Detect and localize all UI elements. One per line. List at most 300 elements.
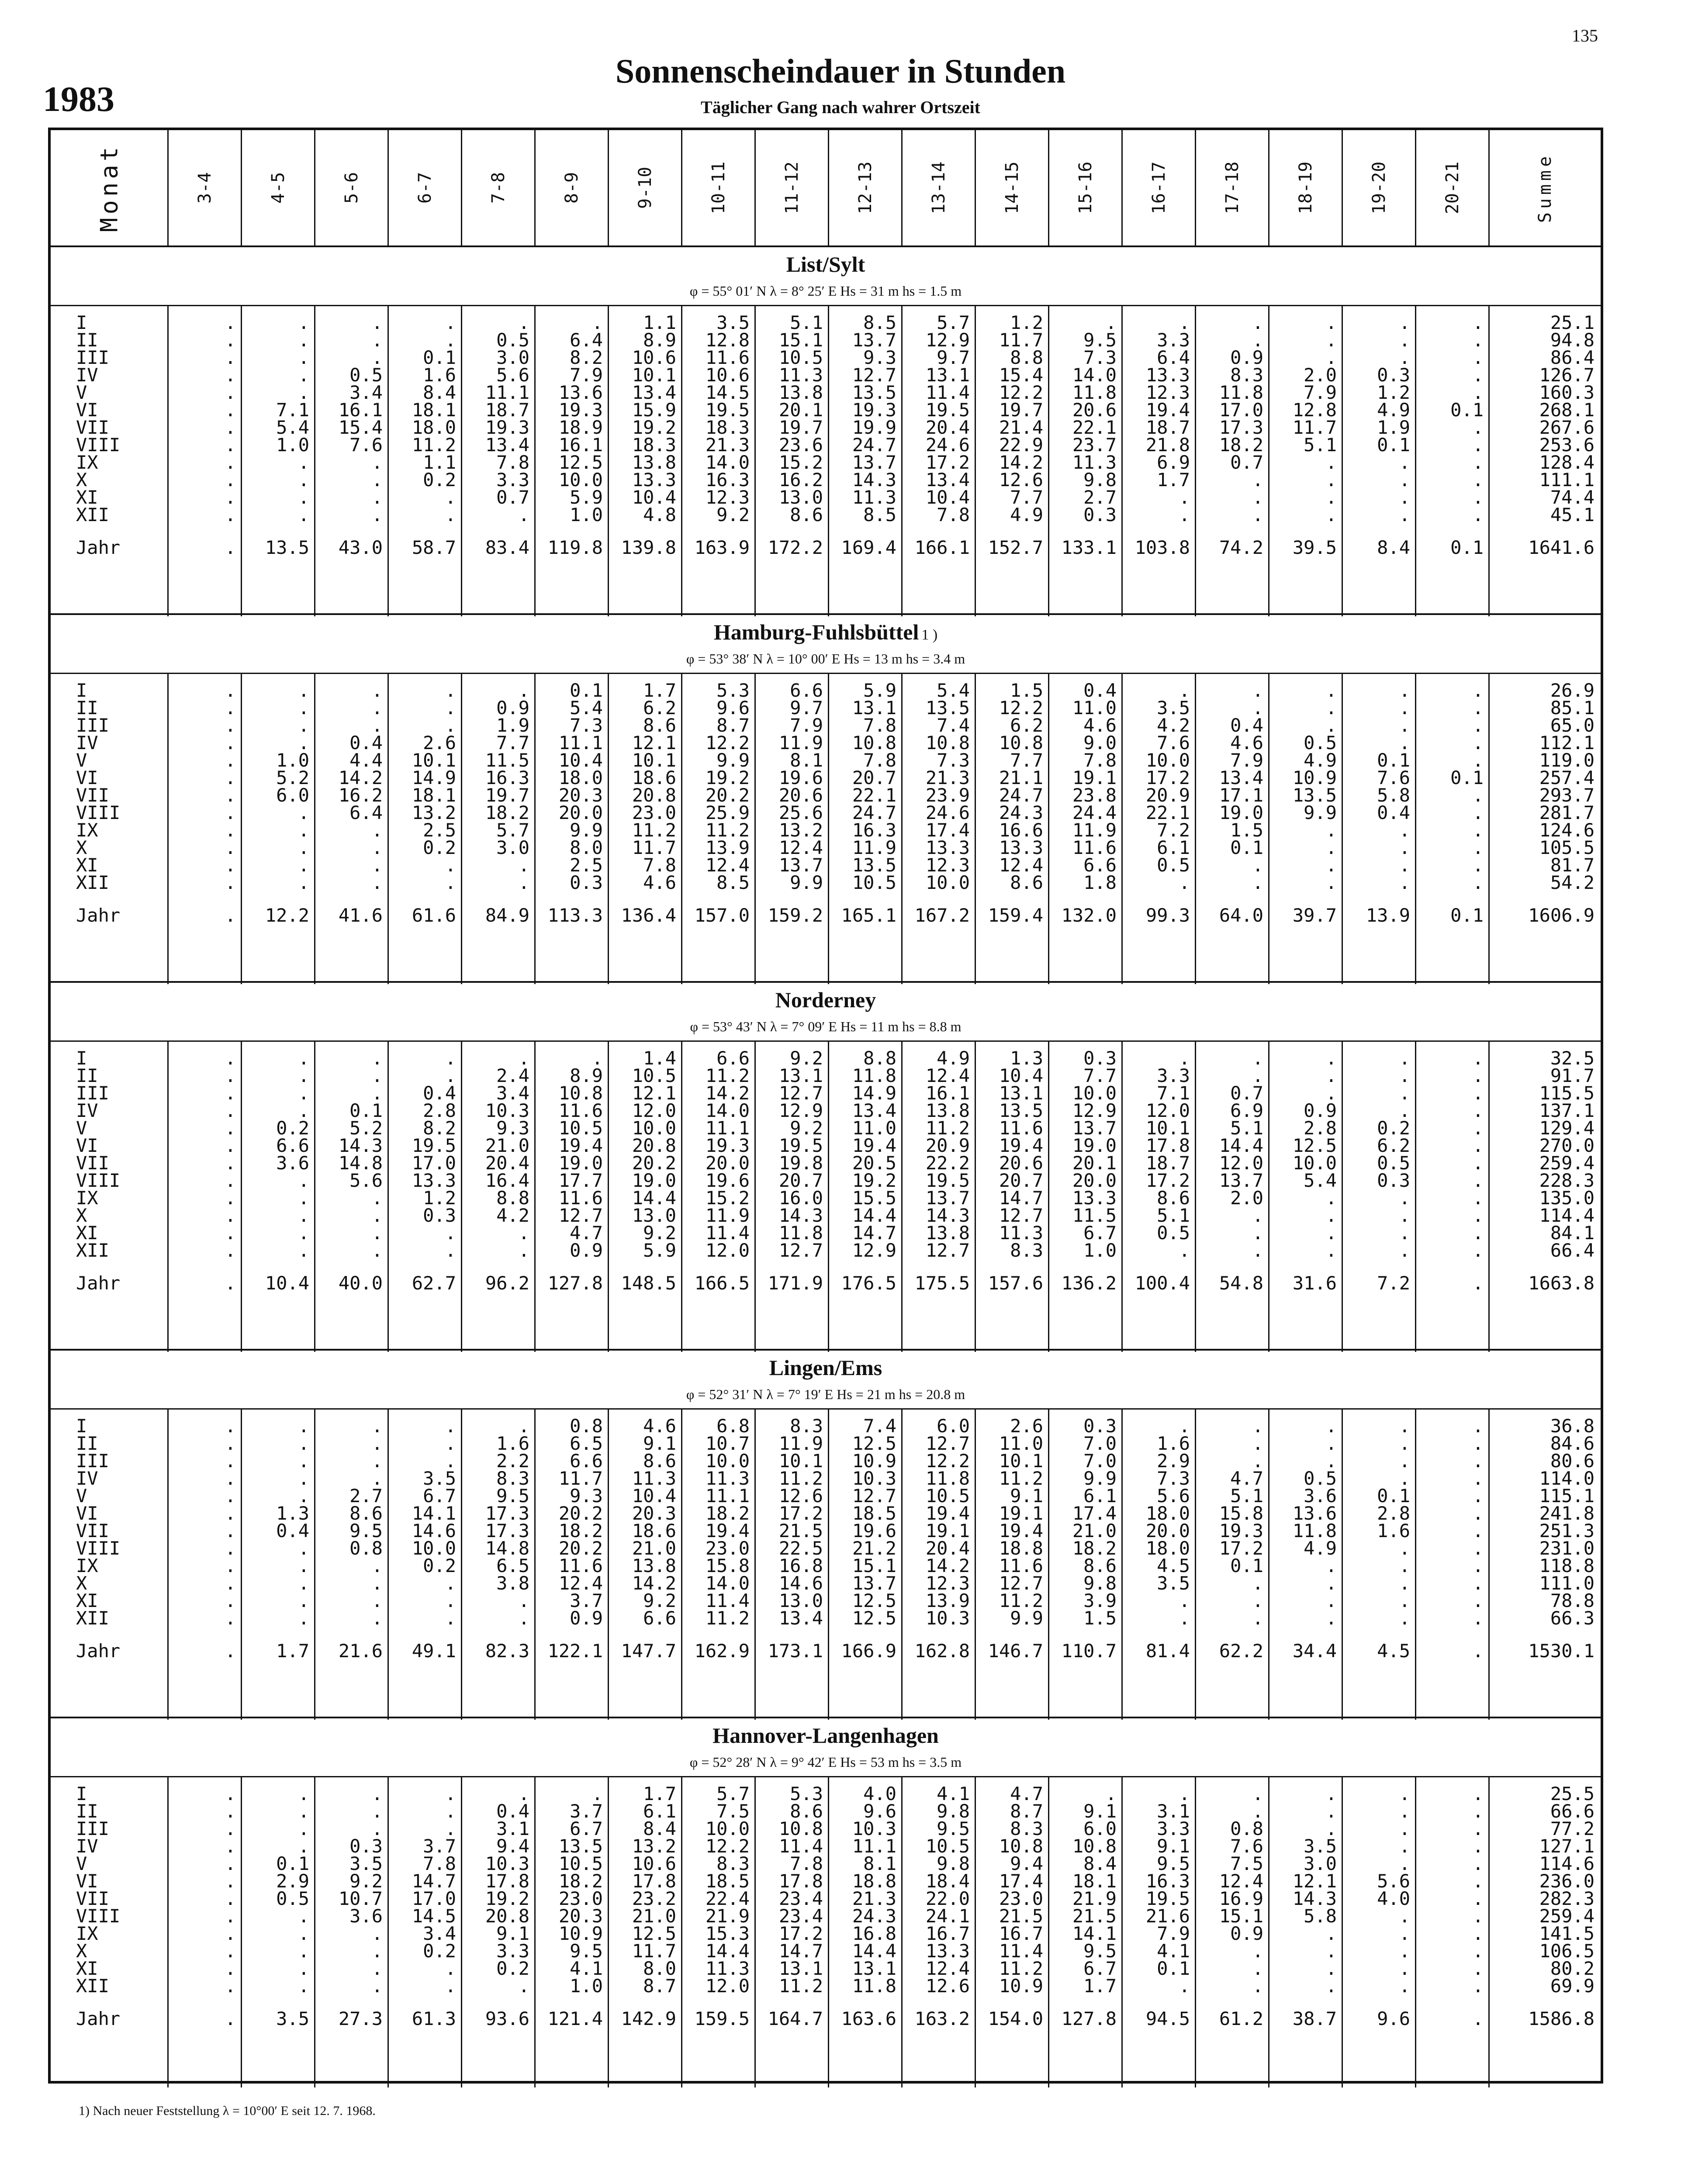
hour-value: 18.6 [632,767,676,788]
year-hour-total: . [1472,1640,1484,1662]
hour-value: 13.7 [778,854,823,876]
hour-value: . [225,1888,236,1909]
hour-value: 9.5 [1083,1940,1117,1962]
hour-value: 3.3 [496,1940,529,1962]
hour-value: 12.5 [852,1590,896,1611]
hour-value: 6.6 [643,1607,676,1629]
hour-value: . [1325,1205,1337,1226]
hour-value: . [1252,1240,1263,1261]
hour-value: 1.6 [423,364,456,386]
hour-value: 9.5 [937,1818,970,1839]
hour-value: . [225,1485,236,1507]
hour-value: 11.9 [778,732,823,753]
year-hour-total: 157.6 [988,1272,1043,1294]
hour-value: 3.3 [1157,329,1190,351]
hour-value: 10.3 [852,1818,896,1839]
hour-value: 10.0 [925,872,970,893]
hour-value: . [1472,1433,1484,1454]
hour-value: . [1472,417,1484,438]
hour-value: 11.2 [778,1975,823,1997]
hour-value: 22.9 [999,434,1043,456]
hour-value: 10.0 [705,1450,750,1472]
hour-value: 0.3 [1377,1170,1410,1191]
hour-value: 13.7 [852,1572,896,1594]
hour-value: 20.4 [925,417,970,438]
hour-value: 19.1 [999,1503,1043,1524]
hour-value: 13.4 [485,434,529,456]
hour-value: . [1252,1450,1263,1472]
hour-value: 8.6 [1157,1187,1190,1209]
hour-value: 12.5 [558,452,603,473]
hour-value: . [371,1222,383,1244]
month-label: I [76,312,87,333]
hour-value: 7.0 [1083,1450,1117,1472]
hour-value: 9.9 [1083,1468,1117,1489]
hour-value: 8.6 [643,1450,676,1472]
hour-value: . [225,837,236,858]
hour-value: . [1179,504,1190,525]
year-hour-total: 13.9 [1366,905,1410,926]
hour-value: 13.1 [852,1958,896,1979]
hour-value: 21.3 [925,767,970,788]
header-hour-14 [1196,130,1269,245]
hour-value: 0.7 [496,487,529,508]
hour-value: 1.9 [1377,417,1410,438]
hour-value: . [1472,715,1484,736]
hour-value: 13.5 [852,854,896,876]
hour-value: 8.0 [570,837,603,858]
hour-value: . [445,1450,456,1472]
hour-value: . [298,1607,309,1629]
hour-value: 18.7 [1145,417,1190,438]
hour-value: 19.3 [705,1135,750,1156]
year-hour-total: 173.1 [768,1640,823,1662]
hour-value: . [1252,504,1263,525]
station-name-text: Norderney [775,988,876,1012]
hour-value: 6.1 [1157,837,1190,858]
hour-value: 13.3 [999,837,1043,858]
hour-value: 8.5 [716,872,750,893]
hour-value: 15.5 [852,1187,896,1209]
month-label: VIII [76,802,121,823]
year-hour-total: 132.0 [1061,905,1117,926]
hour-value: . [1472,1485,1484,1507]
hour-value: . [225,1870,236,1892]
hour-value: 12.0 [1145,1100,1190,1121]
hour-value: 19.1 [925,1520,970,1541]
year-hour-total: 82.3 [485,1640,529,1662]
month-label: XII [76,504,109,525]
hour-value: . [371,1065,383,1086]
hour-value: . [298,1572,309,1594]
hour-value: 11.6 [558,1187,603,1209]
hour-value: 10.8 [1072,1835,1117,1857]
hour-value: 20.9 [925,1135,970,1156]
hour-value: . [1399,1082,1410,1104]
hour-value: . [1472,1240,1484,1261]
hour-value: 10.3 [852,1468,896,1489]
hour-value: . [225,715,236,736]
hour-value: 13.8 [632,1555,676,1576]
hour-value: 23.4 [778,1888,823,1909]
hour-value: . [225,364,236,386]
hour-value: 7.8 [937,504,970,525]
header-hour-15 [1269,130,1343,245]
hour-value: . [1325,1415,1337,1437]
hour-value: . [225,1783,236,1804]
hour-value: . [1472,1607,1484,1629]
hour-value: 5.3 [716,680,750,701]
hour-value: . [445,1607,456,1629]
hour-value: 12.8 [1292,399,1337,421]
hour-value: . [225,382,236,403]
hour-value: 11.8 [852,1975,896,1997]
hour-value: 9.1 [1010,1485,1043,1507]
hour-value: 17.4 [999,1870,1043,1892]
hour-value: . [1472,1415,1484,1437]
hour-value: 13.4 [778,1607,823,1629]
month-label: XI [76,487,98,508]
hour-value: 11.7 [558,1468,603,1489]
hour-value: 24.6 [925,802,970,823]
hour-value: 19.0 [1219,802,1263,823]
header-label: 14-15 [1002,161,1022,214]
hour-value: . [225,802,236,823]
hour-value: . [445,1590,456,1611]
hour-value: 7.8 [423,1853,456,1874]
hour-value: . [445,1818,456,1839]
hour-value: . [1399,819,1410,841]
year-hour-total: 100.4 [1135,1272,1190,1294]
sunshine-table [48,128,1603,2084]
hour-value: 0.9 [570,1607,603,1629]
hour-value: . [225,1923,236,1944]
hour-value: 6.4 [349,802,383,823]
hour-value: . [1399,1555,1410,1576]
month-label: X [76,469,87,491]
hour-value: 11.8 [852,1065,896,1086]
header-label: 15-16 [1075,161,1096,214]
hour-value: 0.9 [1304,1100,1337,1121]
hour-value: 12.7 [925,1240,970,1261]
hour-value: . [1399,1415,1410,1437]
hour-value: 12.4 [778,837,823,858]
hour-value: 10.1 [1145,1117,1190,1139]
hour-value: 6.6 [1083,854,1117,876]
hour-value: . [1472,504,1484,525]
hour-value: 5.1 [790,312,823,333]
month-sum: 253.6 [1539,434,1595,456]
hour-value: . [445,1065,456,1086]
station-section [51,1349,1601,1717]
month-label: IX [76,1923,98,1944]
hour-value: . [298,1433,309,1454]
hour-value: 12.7 [778,1240,823,1261]
hour-value: 19.3 [1219,1520,1263,1541]
hour-value: 5.2 [349,1117,383,1139]
hour-value: . [225,1538,236,1559]
month-sum: 65.0 [1550,715,1595,736]
month-sum: 94.8 [1550,329,1595,351]
hour-value: 23.0 [999,1888,1043,1909]
month-label: XI [76,854,98,876]
hour-value: 16.1 [925,1082,970,1104]
hour-value: 9.5 [349,1520,383,1541]
hour-value: . [225,697,236,719]
year-hour-total: 74.2 [1219,537,1263,558]
hour-value: 3.0 [496,347,529,368]
hour-value: 8.4 [643,1818,676,1839]
hour-value: 2.5 [423,819,456,841]
month-label: VIII [76,1538,121,1559]
hour-value: 5.1 [1230,1117,1263,1139]
hour-value: 7.4 [937,715,970,736]
hour-value: . [445,1240,456,1261]
year-hour-total: 7.2 [1377,1272,1410,1294]
hour-value: 0.2 [496,1958,529,1979]
hour-value: 9.1 [1157,1835,1190,1857]
hour-value: 9.2 [790,1117,823,1139]
hour-value: . [225,399,236,421]
hour-value: 11.4 [999,1940,1043,1962]
hour-value: 4.2 [1157,715,1190,736]
hour-value: 7.8 [863,750,896,771]
hour-value: 11.2 [999,1590,1043,1611]
hour-value: 20.2 [705,784,750,806]
year-label: Jahr [76,537,121,558]
hour-value: 6.1 [1083,1485,1117,1507]
hour-value: . [1399,1187,1410,1209]
year-hour-total: 164.7 [768,2008,823,2029]
hour-value: . [1472,872,1484,893]
hour-value: . [371,1415,383,1437]
hour-value: 13.7 [852,329,896,351]
month-label: III [76,715,109,736]
hour-value: 13.8 [778,382,823,403]
month-sum: 32.5 [1550,1047,1595,1069]
hour-value: . [1252,329,1263,351]
hour-value: . [1252,1065,1263,1086]
month-sum: 231.0 [1539,1538,1595,1559]
hour-value: 8.7 [1010,1800,1043,1822]
hour-value: 16.3 [1145,1870,1190,1892]
hour-value: . [1472,1853,1484,1874]
year-hour-total: 49.1 [412,1640,456,1662]
hour-value: 7.4 [863,1415,896,1437]
hour-value: 8.3 [790,1415,823,1437]
hour-value: . [1399,732,1410,753]
hour-value: 23.2 [632,1888,676,1909]
hour-value: 3.7 [570,1590,603,1611]
hour-value: . [445,1222,456,1244]
hour-value: 16.0 [778,1187,823,1209]
hour-value: . [1472,1187,1484,1209]
hour-value: 18.0 [558,767,603,788]
hour-value: 13.4 [852,1100,896,1121]
year-hour-total: 39.5 [1292,537,1337,558]
hour-value: 12.8 [705,329,750,351]
hour-value: 8.2 [570,347,603,368]
hour-value: 2.9 [1157,1450,1190,1472]
hour-value: 12.0 [632,1100,676,1121]
hour-value: 9.6 [716,697,750,719]
month-label: II [76,329,98,351]
station-coordinates: φ = 53° 43′ N λ = 7° 09′ E Hs = 11 m hs = 8.8 m [690,1019,962,1034]
hour-value: 11.8 [1072,382,1117,403]
hour-value: . [518,504,529,525]
header-label: Monat [95,143,123,232]
hour-value: . [225,1100,236,1121]
hour-value: 16.2 [338,784,383,806]
hour-value: 22.1 [1072,417,1117,438]
hour-value: 6.8 [716,1415,750,1437]
month-sum: 251.3 [1539,1520,1595,1541]
hour-value: 2.7 [349,1485,383,1507]
hour-value: 10.5 [632,1065,676,1086]
hour-value: 9.9 [1304,802,1337,823]
hour-value: 14.4 [705,1940,750,1962]
year-hour-total: 43.0 [338,537,383,558]
hour-value: . [371,1047,383,1069]
hour-value: 7.6 [349,434,383,456]
year-hour-total: 167.2 [914,905,970,926]
station-data-grid [51,673,1601,984]
month-label: IV [76,364,98,386]
month-sum: 270.0 [1539,1135,1595,1156]
year-hour-total: 175.5 [914,1272,970,1294]
hour-value: 13.0 [632,1205,676,1226]
month-sum: 111.0 [1539,1572,1595,1594]
hour-value: 4.6 [1083,715,1117,736]
hour-value: . [371,1783,383,1804]
month-sum: 128.4 [1539,452,1595,473]
hour-value: 3.5 [423,1468,456,1489]
hour-value: 14.3 [778,1205,823,1226]
hour-value: 20.3 [632,1503,676,1524]
hour-value: 3.6 [1304,1485,1337,1507]
hour-value: 12.9 [852,1240,896,1261]
hour-value: . [298,364,309,386]
hour-value: 11.8 [1292,1520,1337,1541]
hour-value: 3.6 [276,1152,309,1174]
hour-value: 21.0 [632,1538,676,1559]
hour-value: 10.6 [705,364,750,386]
hour-value: . [298,872,309,893]
hour-value: 9.2 [790,1047,823,1069]
hour-value: 10.5 [852,872,896,893]
station-data-grid [51,305,1601,616]
header-label: 10-11 [708,161,729,214]
station-coordinates: φ = 52° 28′ N λ = 9° 42′ E Hs = 53 m hs = 3.5 m [689,1754,962,1770]
hour-value: 16.8 [852,1923,896,1944]
hour-value: 5.6 [1157,1485,1190,1507]
hour-value: . [298,1905,309,1927]
hour-value: 10.3 [485,1100,529,1121]
hour-value: . [298,1415,309,1437]
hour-value: 11.2 [412,434,456,456]
hour-value: 8.1 [790,750,823,771]
hour-value: 13.3 [412,1170,456,1191]
hour-value: 0.4 [1377,802,1410,823]
header-label: 20-21 [1442,161,1463,214]
month-sum: 85.1 [1550,697,1595,719]
month-label: XII [76,1240,109,1261]
hour-value: 11.5 [485,750,529,771]
station-coordinates: φ = 53° 38′ N λ = 10° 00′ E Hs = 13 m hs = 3.4 m [686,651,965,667]
hour-value: 8.4 [1083,1853,1117,1874]
hour-value: . [1472,1783,1484,1804]
hour-value: 6.2 [1010,715,1043,736]
hour-value: 11.8 [778,1222,823,1244]
hour-value: 13.3 [632,469,676,491]
hour-value: 3.5 [349,1853,383,1874]
hour-value: 20.2 [558,1503,603,1524]
hour-value: 13.9 [925,1590,970,1611]
hour-value: 14.2 [632,1572,676,1594]
hour-value: 21.5 [778,1520,823,1541]
hour-value: 7.1 [1157,1082,1190,1104]
hour-value: 12.5 [852,1433,896,1454]
hour-value: 18.6 [632,1520,676,1541]
hour-value: . [225,1240,236,1261]
hour-value: 7.7 [1083,1065,1117,1086]
hour-value: 0.3 [349,1835,383,1857]
month-sum: 293.7 [1539,784,1595,806]
hour-value: 1.3 [1010,1047,1043,1069]
hour-value: 6.4 [1157,347,1190,368]
hour-value: 20.0 [1145,1520,1190,1541]
hour-value: 7.9 [790,715,823,736]
hour-value: 1.7 [1157,469,1190,491]
year-hour-total: 94.5 [1145,2008,1190,2029]
hour-value: 15.2 [778,452,823,473]
hour-value: 17.0 [412,1152,456,1174]
month-sum: 282.3 [1539,1888,1595,1909]
month-sum: 111.1 [1539,469,1595,491]
hour-value: 14.6 [412,1520,456,1541]
hour-value: 14.4 [1219,1135,1263,1156]
header-label: 13-14 [928,161,949,214]
month-sum: 105.5 [1539,837,1595,858]
hour-value: 11.4 [705,1222,750,1244]
hour-value: 3.3 [496,469,529,491]
hour-value: 8.7 [643,1975,676,1997]
hour-value: 0.4 [1083,680,1117,701]
hour-value: . [445,697,456,719]
year-hour-total: 3.5 [276,2008,309,2029]
hour-value: . [1252,1607,1263,1629]
hour-value: 19.6 [778,767,823,788]
hour-value: 11.8 [1219,382,1263,403]
hour-value: . [1179,487,1190,508]
hour-value: . [225,417,236,438]
hour-value: . [518,1607,529,1629]
hour-value: 17.2 [1145,1170,1190,1191]
hour-value: 1.0 [570,504,603,525]
hour-value: . [445,1047,456,1069]
hour-value: . [1472,1520,1484,1541]
hour-value: . [298,1170,309,1191]
month-sum: 91.7 [1550,1065,1595,1086]
year-hour-total: 12.2 [265,905,309,926]
hour-value: . [445,1415,456,1437]
year-hour-total: 162.8 [914,1640,970,1662]
hour-value: 11.9 [778,1433,823,1454]
hour-value: 3.7 [423,1835,456,1857]
hour-value: . [298,802,309,823]
hour-value: 23.7 [1072,434,1117,456]
hour-value: 14.0 [705,452,750,473]
